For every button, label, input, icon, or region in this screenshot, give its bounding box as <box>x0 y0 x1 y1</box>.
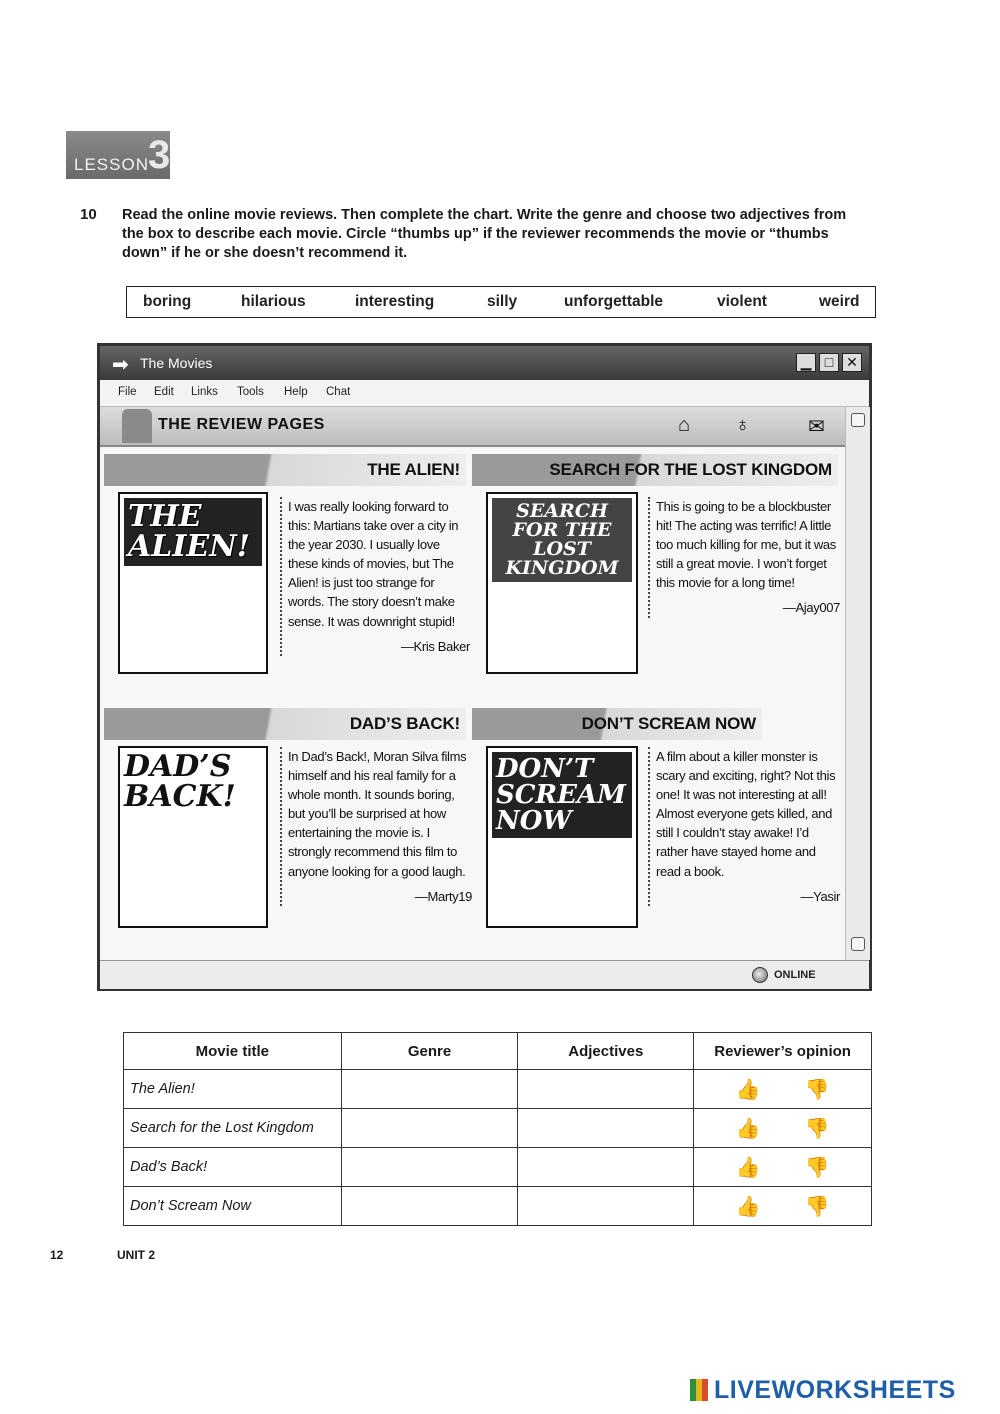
adjectives-cell[interactable] <box>518 1187 694 1226</box>
opinion-cell <box>694 1109 872 1148</box>
review-body: In Dad’s Back!, Moran Silva films himself and his real family for a whole month. It sounds boring, but you’ll be surprised at how entertaining the movie is. I strongly recommend this film to anyone looking for a good laugh. <box>288 749 467 879</box>
thumbs-up-icon[interactable]: 👍 <box>735 1156 761 1179</box>
header-movie-title: Movie title <box>124 1033 342 1070</box>
movie-title-cell: Dad’s Back! <box>124 1148 342 1187</box>
review-header <box>472 708 762 740</box>
word-box-item: hilarious <box>241 293 306 310</box>
table-row <box>124 1148 872 1187</box>
watermark-text: LIVEWORKSHEETS <box>714 1376 956 1404</box>
review-title: DON’T SCREAM NOW <box>581 714 756 733</box>
review-body: This is going to be a blockbuster hit! The acting was terrific! A little too much killing for me, but it was still a great movie. I won’t forget this movie for a long time! <box>656 499 836 591</box>
online-status: ONLINE <box>774 969 816 981</box>
thumbs-down-icon[interactable]: 👎 <box>804 1078 830 1101</box>
arrow-icon: ➡ <box>112 354 129 376</box>
movie-poster <box>118 746 268 928</box>
genre-cell[interactable] <box>341 1070 518 1109</box>
menu-tools[interactable]: Tools <box>237 386 264 398</box>
chart-header-row <box>124 1033 872 1070</box>
adjectives-cell[interactable] <box>518 1148 694 1187</box>
online-globe-icon <box>752 967 768 983</box>
word-box-item: boring <box>143 293 192 310</box>
review-banner <box>100 407 845 447</box>
review-author: —Kris Baker <box>400 638 470 654</box>
word-box-item: silly <box>487 293 518 310</box>
header-genre: Genre <box>341 1033 518 1070</box>
maximize-button[interactable]: □ <box>819 353 839 372</box>
thumbs-down-icon[interactable]: 👎 <box>804 1117 830 1140</box>
opinion-cell <box>694 1148 872 1187</box>
review-body: A film about a killer monster is scary and exciting, right? Not this one! It was not interesting at all! Almost everyone gets killed, and still I couldn’t stay awake! I’d rather have stayed home and read a book. <box>656 749 836 879</box>
poster-title: SEARCH FOR THE LOST KINGDOM <box>492 498 632 582</box>
review-text <box>280 497 470 656</box>
window-title: The Movies <box>140 355 213 371</box>
genre-cell[interactable] <box>341 1109 518 1148</box>
scroll-down-button[interactable] <box>851 937 865 951</box>
thumbs-down-icon[interactable]: 👎 <box>804 1156 830 1179</box>
movie-poster <box>486 492 638 674</box>
adjectives-cell[interactable] <box>518 1109 694 1148</box>
review-author: —Yasir <box>800 888 840 904</box>
lesson-badge <box>66 131 170 179</box>
page-number: 12 <box>50 1248 64 1262</box>
reviewer-logo-icon <box>122 409 152 443</box>
thumbs-down-icon[interactable]: 👎 <box>804 1195 830 1218</box>
exercise-instructions: Read the online movie reviews. Then complete the chart. Write the genre and choose two adjectives from the box to describe each movie. Circle “thumbs up” if the reviewer recommends the movie or “thumbs down” if he or she doesn’t recommend it. <box>122 207 847 261</box>
title-bar <box>100 346 869 380</box>
word-box <box>126 286 876 318</box>
minimize-button[interactable]: ▁ <box>796 353 816 372</box>
people-icon[interactable]: ♁ <box>735 414 750 436</box>
movie-title-cell: Search for the Lost Kingdom <box>124 1109 342 1148</box>
mail-icon[interactable]: ✉ <box>808 416 825 438</box>
review-title: THE ALIEN! <box>367 460 460 479</box>
banner-title: THE REVIEW PAGES <box>158 416 325 433</box>
genre-cell[interactable] <box>341 1187 518 1226</box>
menu-chat[interactable]: Chat <box>326 386 351 398</box>
review-body: I was really looking forward to this: Martians take over a city in the year 2030. I usually love these kinds of movies, but The Alien! is just too strange for words. The story doesn’t make sense. It was downright stupid! <box>288 499 459 629</box>
review-title: DAD’S BACK! <box>349 714 460 733</box>
word-box-item: violent <box>717 293 767 310</box>
review-title: SEARCH FOR THE LOST KINGDOM <box>549 460 832 479</box>
genre-cell[interactable] <box>341 1148 518 1187</box>
answer-chart <box>123 1032 872 1226</box>
browser-window <box>97 343 872 991</box>
menu-file[interactable]: File <box>118 386 137 398</box>
adjectives-cell[interactable] <box>518 1070 694 1109</box>
review-header <box>104 708 466 740</box>
review-text <box>648 497 840 618</box>
poster-title: THE ALIEN! <box>124 498 262 566</box>
review-author: —Ajay007 <box>782 600 840 616</box>
poster-title: DON’T SCREAM NOW <box>492 752 632 838</box>
menu-edit[interactable]: Edit <box>154 386 174 398</box>
opinion-cell <box>694 1187 872 1226</box>
liveworksheets-watermark <box>690 1376 956 1405</box>
exercise-number: 10 <box>80 206 97 223</box>
scrollbar[interactable] <box>845 407 870 960</box>
movie-title-cell: The Alien! <box>124 1070 342 1109</box>
lesson-number: 3 <box>148 133 171 177</box>
opinion-cell <box>694 1070 872 1109</box>
review-text <box>280 747 472 906</box>
lesson-word: LESSON <box>74 155 149 174</box>
scroll-up-button[interactable] <box>851 413 865 427</box>
thumbs-up-icon[interactable]: 👍 <box>735 1078 761 1101</box>
poster-title: DAD’S BACK! <box>124 749 236 814</box>
unit-label: UNIT 2 <box>117 1248 156 1262</box>
header-opinion: Reviewer’s opinion <box>694 1033 872 1070</box>
liveworksheets-logo-icon <box>690 1379 708 1401</box>
home-icon[interactable]: ⌂ <box>678 414 691 436</box>
thumbs-up-icon[interactable]: 👍 <box>735 1195 761 1218</box>
word-box-item: weird <box>819 293 860 310</box>
movie-poster <box>486 746 638 928</box>
menu-links[interactable]: Links <box>191 386 218 398</box>
movie-title-cell: Don’t Scream Now <box>124 1187 342 1226</box>
close-button[interactable]: ✕ <box>842 353 862 372</box>
menu-help[interactable]: Help <box>284 386 308 398</box>
word-box-item: interesting <box>355 293 435 310</box>
status-bar <box>100 960 869 989</box>
review-text <box>648 747 840 906</box>
table-row <box>124 1109 872 1148</box>
review-header <box>104 454 466 486</box>
review-author: —Marty19 <box>414 888 472 904</box>
header-adjectives: Adjectives <box>518 1033 694 1070</box>
table-row <box>124 1187 872 1226</box>
movie-poster <box>118 492 268 674</box>
review-header <box>472 454 838 486</box>
table-row <box>124 1070 872 1109</box>
menu-bar <box>100 380 869 407</box>
word-box-item: unforgettable <box>564 293 664 310</box>
thumbs-up-icon[interactable]: 👍 <box>735 1117 761 1140</box>
